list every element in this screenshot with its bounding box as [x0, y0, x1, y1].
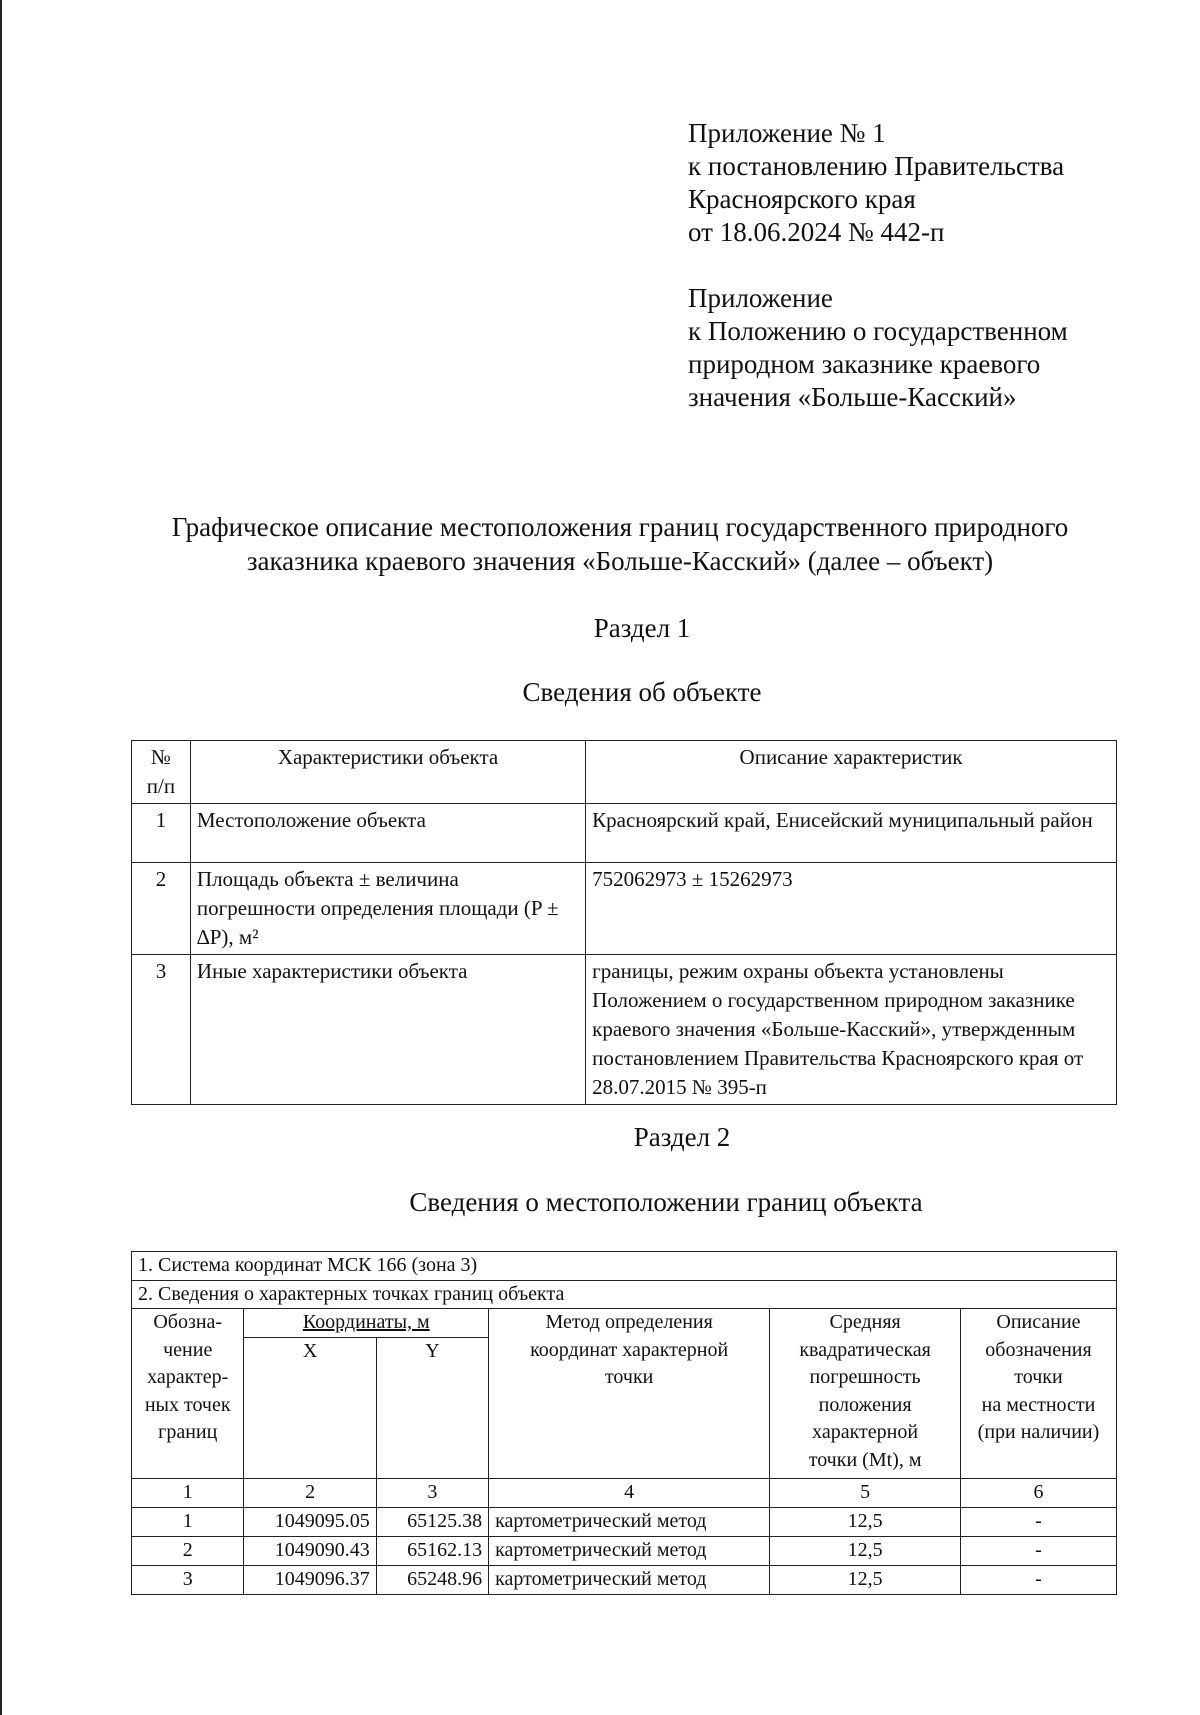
- document-title: [120, 510, 1120, 578]
- title-line-1: Графическое описание местоположения границ государственного природного: [171, 512, 1069, 542]
- col-number: 3: [376, 1478, 488, 1507]
- row-characteristic: Иные характеристики объекта: [190, 955, 585, 1105]
- row-description: 752062973 ± 15262973: [586, 863, 1117, 955]
- section2-label: Раздел 2: [633, 1122, 731, 1152]
- header-x: X: [244, 1337, 376, 1478]
- method: картометрический метод: [489, 1536, 770, 1565]
- table-row: [132, 863, 1117, 955]
- row-num: 2: [132, 863, 191, 955]
- row-num: 1: [132, 804, 191, 863]
- row-num: 3: [132, 955, 191, 1105]
- table-header-row: [132, 1309, 1117, 1338]
- point-id: 3: [132, 1565, 244, 1594]
- section2-title: Сведения о местоположении границ объекта: [409, 1187, 923, 1217]
- error: 12,5: [770, 1565, 961, 1594]
- table-row: [132, 804, 1117, 863]
- annex2-line: значения «Больше-Касский»: [688, 382, 1017, 412]
- header-characteristic: Характеристики объекта: [190, 741, 585, 804]
- section1-label: Раздел 1: [593, 613, 691, 643]
- column-numbers-row: [132, 1478, 1117, 1507]
- annex1-line: от 18.06.2024 № 442-п: [688, 217, 945, 247]
- col-number: 6: [960, 1478, 1116, 1507]
- points-info-row: [132, 1280, 1117, 1309]
- method: картометрический метод: [489, 1565, 770, 1594]
- header-error: Средняя квадратическая погрешность положения характерной точки (Mt), м: [770, 1309, 961, 1479]
- coord-y: 65162.13: [376, 1536, 488, 1565]
- table-row: [132, 1507, 1117, 1536]
- header-y: Y: [376, 1337, 488, 1478]
- points-info-cell: 2. Сведения о характерных точках границ объекта: [132, 1280, 1117, 1309]
- coord-system-cell: 1. Система координат МСК 166 (зона 3): [132, 1252, 1117, 1281]
- coord-x: 1049095.05: [244, 1507, 376, 1536]
- annex1-line: Приложение № 1: [688, 118, 886, 148]
- header-num: № п/п: [132, 741, 191, 804]
- header-desc: Описание обозначения точки на местности (при наличии): [960, 1309, 1116, 1479]
- coord-y: 65248.96: [376, 1565, 488, 1594]
- page-left-edge: [0, 0, 2, 1715]
- annex-header-2: [688, 282, 1068, 414]
- header-coords: Координаты, м: [244, 1309, 489, 1338]
- coord-x: 1049096.37: [244, 1565, 376, 1594]
- row-characteristic: Местоположение объекта: [190, 804, 585, 863]
- error: 12,5: [770, 1536, 961, 1565]
- row-description: границы, режим охраны объекта установлены Положением о государственном природном заказнике краевого значения «Больше-Касский», утвержденным постановлением Правительства Красноярского края от 28.07.2015 № 395-п: [586, 955, 1117, 1105]
- header-point: Обозна- чение характер- ных точек границ: [132, 1309, 244, 1479]
- table-row: [132, 1565, 1117, 1594]
- object-info-table: [131, 740, 1117, 1105]
- annex1-line: к постановлению Правительства: [688, 151, 1065, 181]
- method: картометрический метод: [489, 1507, 770, 1536]
- header-description: Описание характеристик: [586, 741, 1117, 804]
- point-id: 1: [132, 1507, 244, 1536]
- col-number: 2: [244, 1478, 376, 1507]
- annex2-line: Приложение: [688, 283, 833, 313]
- coord-y: 65125.38: [376, 1507, 488, 1536]
- table-row: [132, 955, 1117, 1105]
- table-header-row: [132, 741, 1117, 804]
- annex2-line: к Положению о государственном: [688, 316, 1068, 346]
- annex-header-1: [688, 117, 1064, 249]
- row-description: Красноярский край, Енисейский муниципальный район: [586, 804, 1117, 863]
- col-number: 5: [770, 1478, 961, 1507]
- section1-title: Сведения об объекте: [522, 677, 762, 707]
- annex1-line: Красноярского края: [688, 184, 916, 214]
- point-desc: -: [960, 1536, 1116, 1565]
- point-id: 2: [132, 1536, 244, 1565]
- row-characteristic: Площадь объекта ± величина погрешности определения площади (P ± ∆P), м²: [190, 863, 585, 955]
- col-number: 4: [489, 1478, 770, 1507]
- header-method: Метод определения координат характерной точки: [489, 1309, 770, 1479]
- coord-system-row: [132, 1252, 1117, 1281]
- table-row: [132, 1536, 1117, 1565]
- coord-x: 1049090.43: [244, 1536, 376, 1565]
- point-desc: -: [960, 1565, 1116, 1594]
- title-line-2: заказника краевого значения «Больше-Касский» (далее – объект): [246, 546, 994, 576]
- boundary-points-table: [131, 1251, 1117, 1595]
- annex2-line: природном заказнике краевого: [688, 349, 1041, 379]
- point-desc: -: [960, 1507, 1116, 1536]
- col-number: 1: [132, 1478, 244, 1507]
- error: 12,5: [770, 1507, 961, 1536]
